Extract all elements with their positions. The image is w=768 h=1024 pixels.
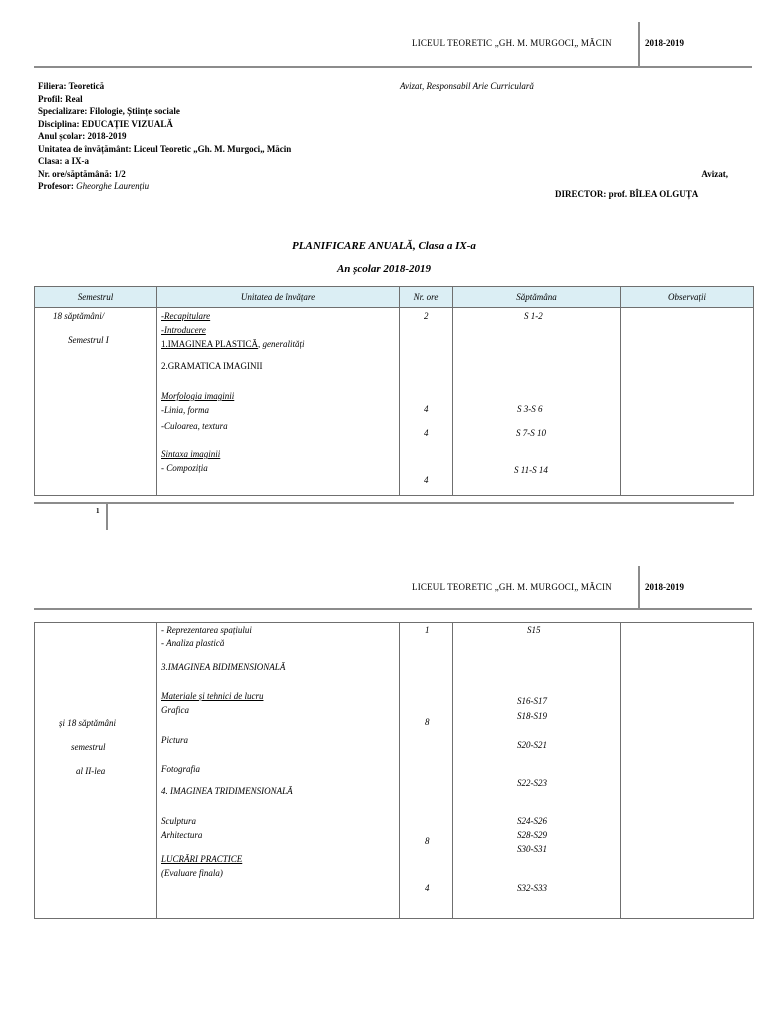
header-observatii: Observații bbox=[621, 287, 754, 308]
weeks-cell bbox=[453, 308, 621, 496]
sem-line1: și 18 săptămâni bbox=[59, 718, 117, 728]
info-an: Anul școlar: 2018-2019 bbox=[38, 131, 127, 141]
weeks-cell bbox=[453, 623, 621, 919]
header-divider bbox=[638, 566, 640, 610]
unit-culoarea: -Culoarea, textura bbox=[161, 421, 228, 431]
ore-column bbox=[399, 623, 453, 919]
header-rule bbox=[34, 66, 752, 68]
school-header: LICEUL TEORETIC „GH. M. MURGOCI„ MĂCIN bbox=[412, 38, 612, 48]
week-value: S15 bbox=[527, 625, 541, 635]
unit-pictura: Pictura bbox=[161, 735, 188, 745]
week-value: S28-S29 bbox=[517, 830, 547, 840]
week-value: S32-S33 bbox=[517, 883, 547, 893]
sem-line3: al II-lea bbox=[76, 766, 106, 776]
page-number: 1 bbox=[96, 507, 100, 515]
unit-introducere: -Introducere bbox=[161, 325, 206, 335]
week-value: S24-S26 bbox=[517, 816, 547, 826]
info-block bbox=[38, 80, 291, 193]
ore-value: 8 bbox=[425, 836, 430, 846]
header-divider bbox=[638, 22, 640, 66]
week-value: S 3-S 6 bbox=[517, 404, 543, 414]
ore-cell bbox=[400, 308, 453, 496]
table-row bbox=[35, 308, 754, 496]
unit-recapitulare: -Recapitulare bbox=[161, 311, 211, 321]
plan-table-sem1 bbox=[34, 286, 754, 496]
footer-divider bbox=[106, 502, 108, 530]
unit-sintaxa: Sintaxa imaginii bbox=[161, 449, 221, 459]
observatii-cell bbox=[621, 623, 754, 919]
ore-value: 4 bbox=[424, 404, 429, 414]
unit-imaginea-tridimensionala: 4. IMAGINEA TRIDIMENSIONALĂ bbox=[161, 786, 293, 796]
sem-line2: Semestrul I bbox=[68, 335, 109, 345]
week-value: S22-S23 bbox=[517, 778, 547, 788]
week-value: S18-S19 bbox=[517, 711, 547, 721]
week-value: S 11-S 14 bbox=[514, 465, 548, 475]
avizat-arie: Avizat, Responsabil Arie Curriculară bbox=[400, 81, 534, 91]
week-value: S16-S17 bbox=[517, 696, 547, 706]
unit-sculptura: Sculptura bbox=[161, 816, 196, 826]
ore-value: 4 bbox=[424, 428, 429, 438]
unit-evaluare: (Evaluare finala) bbox=[161, 868, 223, 878]
school-header: LICEUL TEORETIC „GH. M. MURGOCI„ MĂCIN bbox=[412, 582, 612, 592]
document-title: PLANIFICARE ANUALĂ, Clasa a IX-a bbox=[292, 240, 476, 252]
table-header-row bbox=[35, 287, 754, 308]
ore-value: 8 bbox=[425, 717, 430, 727]
unit-gramatica: 2.GRAMATICA IMAGINII bbox=[161, 361, 263, 371]
info-specializare: Specializare: Filologie, Științe sociale bbox=[38, 106, 180, 116]
week-value: S 1-2 bbox=[524, 311, 543, 321]
week-value: S20-S21 bbox=[517, 740, 547, 750]
sem-cell bbox=[35, 623, 157, 919]
sem-cell bbox=[35, 308, 157, 496]
table-row bbox=[35, 623, 754, 919]
document-subtitle: An școlar 2018-2019 bbox=[336, 263, 432, 275]
units-cell bbox=[157, 308, 400, 496]
header-rule bbox=[34, 608, 752, 610]
info-ore: Nr. ore/săptămână: 1/2 bbox=[38, 168, 126, 179]
header-saptamana: Săptămâna bbox=[453, 287, 621, 308]
footer-rule bbox=[34, 502, 734, 504]
ore-value: 2 bbox=[424, 311, 429, 321]
header-year: 2018-2019 bbox=[645, 582, 684, 592]
info-filiera: Filiera: Teoretică bbox=[38, 81, 105, 91]
sem-line1: 18 săptămâni/ bbox=[53, 311, 105, 321]
unit-linia: -Linia, forma bbox=[161, 405, 210, 415]
info-profesor: Profesor: Gheorghe Laurențiu bbox=[38, 181, 150, 191]
unit-imaginea-bidimensionala: 3.IMAGINEA BIDIMENSIONALĂ bbox=[161, 662, 286, 672]
unit-analiza: - Analiza plastică bbox=[161, 638, 225, 648]
info-profil: Profil: Real bbox=[38, 93, 83, 104]
unit-imaginea-plastica: 1.IMAGINEA PLASTICĂ, generalități bbox=[161, 339, 305, 349]
info-unitatea: Unitatea de învățământ: Liceul Teoretic „Gh. M. Murgoci„ Măcin bbox=[38, 143, 292, 154]
info-clasa: Clasa: a IX-a bbox=[38, 156, 89, 166]
info-disciplina: Disciplina: EDUCAȚIE VIZUALĂ bbox=[38, 118, 173, 129]
sem-line2: semestrul bbox=[71, 742, 106, 752]
unit-lucrari-practice: LUCRĂRI PRACTICE bbox=[161, 854, 243, 864]
unit-materiale: Materiale și tehnici de lucru bbox=[161, 691, 264, 701]
unit-morfologia: Morfologia imaginii bbox=[161, 391, 235, 401]
week-value: S 7-S 10 bbox=[516, 428, 546, 438]
header-semestrul: Semestrul bbox=[35, 287, 157, 308]
ore-value: 4 bbox=[424, 475, 429, 485]
plan-table-sem2 bbox=[34, 622, 754, 919]
ore-value: 1 bbox=[425, 625, 430, 635]
units-cell bbox=[157, 623, 453, 919]
unit-grafica: Grafica bbox=[161, 705, 189, 715]
header-nr-ore: Nr. ore bbox=[400, 287, 453, 308]
unit-arhitectura: Arhitectura bbox=[161, 830, 203, 840]
unit-compozitia: - Compoziția bbox=[161, 463, 208, 473]
director-signature: DIRECTOR: prof. BÎLEA OLGUȚA bbox=[555, 189, 699, 199]
week-value: S30-S31 bbox=[517, 844, 547, 854]
unit-reprezentarea: - Reprezentarea spațiului bbox=[161, 625, 252, 635]
ore-value: 4 bbox=[425, 883, 430, 893]
header-unitatea: Unitatea de învățare bbox=[157, 287, 400, 308]
observatii-cell bbox=[621, 308, 754, 496]
avizat-label: Avizat, bbox=[701, 169, 728, 179]
unit-fotografia: Fotografia bbox=[161, 764, 201, 774]
header-year: 2018-2019 bbox=[645, 38, 684, 48]
